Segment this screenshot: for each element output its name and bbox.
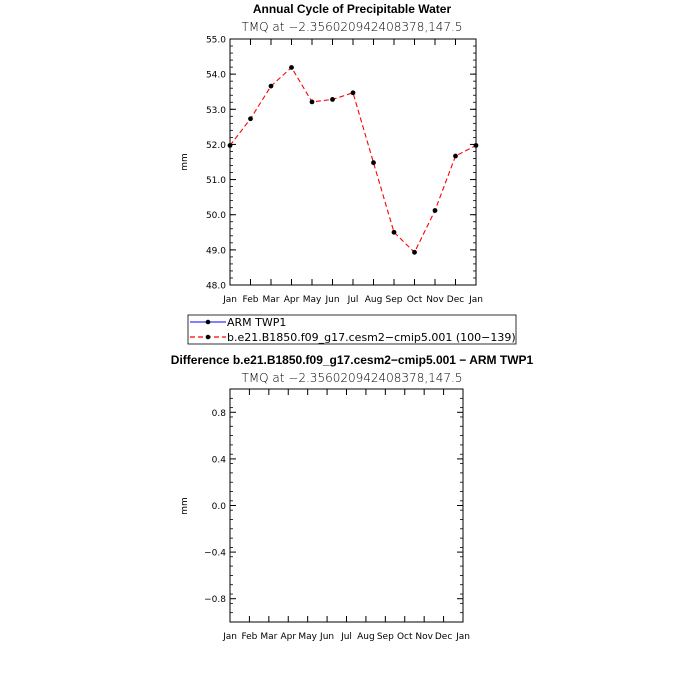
data-point <box>392 230 397 235</box>
x-tick-label: Dec <box>446 295 465 305</box>
x-tick-label: Jan <box>223 632 237 642</box>
x-tick-label: May <box>302 295 322 305</box>
chart1-plot-frame <box>230 39 476 285</box>
chart2-subtitle: TMQ at −2.356020942408378,147.5 <box>241 371 463 385</box>
y-tick-label: 0.0 <box>211 502 226 512</box>
x-tick-label: Nov <box>415 632 433 642</box>
y-tick-label: 0.8 <box>211 408 226 419</box>
chart1-tick-labels <box>206 36 483 306</box>
legend <box>188 315 516 344</box>
x-tick-label: Sep <box>376 632 394 642</box>
y-tick-label: 54.0 <box>205 70 226 81</box>
x-tick-label: Dec <box>434 632 453 642</box>
x-tick-label: Oct <box>406 295 423 305</box>
data-point <box>228 143 233 148</box>
legend-label-arm: ARM TWP1 <box>227 316 287 329</box>
chart1-y-axis-label: mm <box>180 153 190 171</box>
y-tick-label: −0.8 <box>204 595 226 606</box>
x-tick-label: May <box>298 632 317 642</box>
x-tick-label: Oct <box>396 632 413 642</box>
chart1-title: Annual Cycle of Precipitable Water <box>252 2 452 16</box>
difference-chart <box>171 353 534 642</box>
legend-marker-model <box>206 335 211 340</box>
data-point <box>351 90 356 95</box>
chart1-series <box>228 65 479 255</box>
x-tick-label: Jan <box>469 295 483 305</box>
y-tick-label: 51.0 <box>205 176 226 187</box>
x-tick-label: Aug <box>357 632 375 642</box>
y-tick-label: 48.0 <box>205 281 226 292</box>
x-tick-label: Feb <box>242 295 259 305</box>
data-point <box>289 65 294 70</box>
data-point <box>248 116 253 121</box>
legend-label-model: b.e21.B1850.f09_g17.cesm2−cmip5.001 (100−139) <box>227 331 516 344</box>
chart2-ticks <box>230 389 463 622</box>
data-point <box>412 250 417 255</box>
annual-cycle-chart <box>180 2 516 344</box>
x-tick-label: Jan <box>223 295 237 305</box>
x-tick-label: Jul <box>341 632 352 642</box>
data-point <box>453 154 458 159</box>
legend-marker-arm <box>206 320 211 325</box>
series-line-1 <box>230 67 476 252</box>
chart1-subtitle: TMQ at −2.356020942408378,147.5 <box>241 20 463 34</box>
x-tick-label: Jun <box>325 295 340 305</box>
chart2-plot-frame <box>230 389 463 622</box>
x-tick-label: Jul <box>347 295 359 305</box>
chart2-tick-labels <box>204 409 470 642</box>
x-tick-label: Nov <box>426 295 444 305</box>
chart2-y-axis-label: mm <box>180 497 190 515</box>
y-tick-label: 53.0 <box>205 105 226 116</box>
data-point <box>310 100 315 105</box>
chart2-title: Difference b.e21.B1850.f09_g17.cesm2−cmip5.001 − ARM TWP1 <box>170 353 534 367</box>
chart1-ticks <box>230 39 476 285</box>
x-tick-label: Aug <box>364 295 383 305</box>
y-tick-label: 49.0 <box>205 246 226 257</box>
x-tick-label: Jun <box>320 632 335 642</box>
y-tick-label: 0.4 <box>211 455 226 466</box>
y-tick-label: 55.0 <box>205 35 226 46</box>
data-point <box>433 208 438 213</box>
y-tick-label: 50.0 <box>205 211 226 222</box>
data-point <box>269 84 274 89</box>
x-tick-label: Feb <box>241 632 258 642</box>
data-point <box>371 160 376 165</box>
x-tick-label: Sep <box>385 295 403 305</box>
x-tick-label: Jan <box>456 632 470 642</box>
x-tick-label: Mar <box>260 632 278 642</box>
x-tick-label: Apr <box>283 295 300 305</box>
x-tick-label: Apr <box>280 632 297 642</box>
y-tick-label: 52.0 <box>205 140 226 151</box>
data-point <box>330 97 335 102</box>
y-tick-label: −0.4 <box>204 548 226 559</box>
data-point <box>474 143 479 148</box>
x-tick-label: Mar <box>262 295 280 305</box>
